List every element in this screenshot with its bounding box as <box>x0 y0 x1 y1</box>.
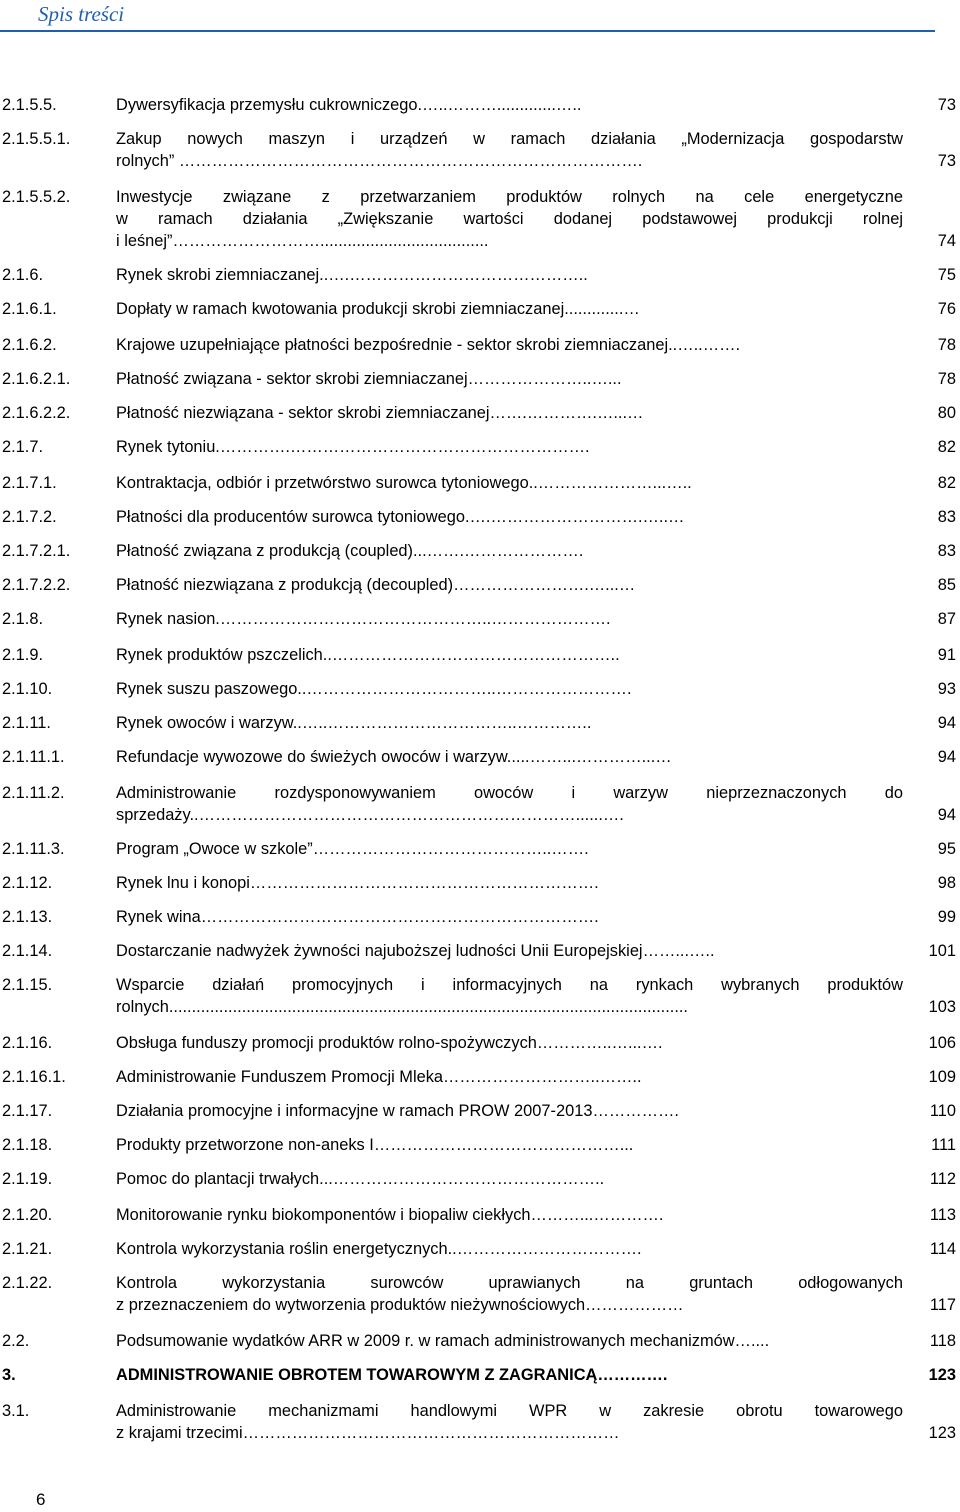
toc-entry[interactable] <box>0 436 960 458</box>
toc-entry-page: 112 <box>929 1170 956 1188</box>
toc-entry-title: Rynek produktów pszczelich..…………………………………………….. <box>116 646 620 664</box>
toc-entry-number: 3.1. <box>2 1402 30 1420</box>
toc-entry-page: 83 <box>937 542 956 560</box>
header-title: Spis treści <box>38 2 125 26</box>
toc-entry[interactable] <box>0 1204 960 1226</box>
toc-entry-title: i leśnej”………………………..................................... <box>116 232 489 250</box>
toc-entry-title: z przeznaczeniem do wytworzenia produktów nieżywnościowych……………… <box>116 1296 684 1314</box>
toc-entry-title-line: Wsparcie działań promocyjnych i informacyjnych na rynkach wybranych produktów <box>116 976 903 994</box>
toc-entry-title-line: Kontrola wykorzystania surowców uprawianych na gruntach odłogowanych <box>116 1274 903 1292</box>
toc-entry[interactable] <box>0 540 960 562</box>
toc-entry-number: 2.1.7.2.1. <box>2 542 71 560</box>
toc-entry[interactable] <box>0 1100 960 1122</box>
toc-entry-page: 110 <box>929 1102 956 1120</box>
toc-entry-text <box>116 838 903 860</box>
toc-entry-number: 2.1.21. <box>2 1240 53 1258</box>
toc-entry-number: 2.1.17. <box>2 1102 53 1120</box>
toc-entry-number: 2.1.7.2. <box>2 508 57 526</box>
toc-entry[interactable] <box>0 1066 960 1088</box>
toc-entry[interactable] <box>0 368 960 390</box>
toc-entry-text <box>116 1032 903 1054</box>
toc-entry-text <box>116 94 903 116</box>
toc-entry-page: 87 <box>937 610 956 628</box>
toc-entry-page: 78 <box>937 370 956 388</box>
toc-entry-title: Dopłaty w ramach kwotowania produkcji skrobi ziemniaczanej.............… <box>116 300 640 318</box>
toc-entry-number: 2.1.13. <box>2 908 53 926</box>
toc-entry-text <box>116 872 903 894</box>
toc-entry[interactable] <box>0 1134 960 1156</box>
toc-entry-title: ADMINISTROWANIE OBROTEM TOWAROWYM Z ZAGRANICĄ…………. <box>116 1366 668 1384</box>
toc-entry-text <box>116 128 903 172</box>
toc-entry[interactable] <box>0 94 960 116</box>
toc-entry[interactable] <box>0 402 960 424</box>
toc-entry[interactable] <box>0 334 960 356</box>
toc-entry[interactable] <box>0 264 960 286</box>
toc-entry-title: Kontraktacja, odbiór i przetwórstwo surowca tytoniowego..…………………...….. <box>116 474 692 492</box>
toc-entry-text <box>116 1204 903 1226</box>
toc-entry-text <box>116 974 903 1018</box>
toc-entry-text <box>116 506 903 528</box>
toc-entry-page: 80 <box>937 404 956 422</box>
toc-entry-title: Pomoc do plantacji trwałych...………………………………………….. <box>116 1170 605 1188</box>
toc-entry-title: Obsługa funduszy promocji produktów rolno-spożywczych…………..…...…. <box>116 1034 663 1052</box>
toc-entry-number: 2.1.22. <box>2 1274 53 1292</box>
toc-entry-text <box>116 186 903 252</box>
toc-entry-number: 2.1.15. <box>2 976 53 994</box>
toc-entry-page: 114 <box>929 1240 956 1258</box>
page-number: 6 <box>36 1490 46 1509</box>
toc-entry-text <box>116 402 903 424</box>
toc-entry-title: Dostarczanie nadwyżek żywności najuboższej ludności Unii Europejskiej……...….. <box>116 942 715 960</box>
toc-entry-page: 85 <box>937 576 956 594</box>
toc-entry-title: Monitorowanie rynku biokomponentów i biopaliw ciekłych………...…………. <box>116 1206 664 1224</box>
toc-entry-number: 2.1.6.1. <box>2 300 57 318</box>
toc-entry-number: 2.1.6. <box>2 266 44 284</box>
toc-entry-number: 2.1.10. <box>2 680 53 698</box>
toc-entry-title-line: Administrowanie rozdysponowywaniem owoców i warzyw nieprzeznaczonych do <box>116 784 903 802</box>
toc-entry-page: 103 <box>928 998 956 1016</box>
toc-entry-text <box>116 782 903 826</box>
toc-entry-number: 2.1.7. <box>2 438 44 456</box>
toc-entry-page: 111 <box>931 1136 956 1154</box>
toc-entry-number: 2.1.5.5.1. <box>2 130 71 148</box>
toc-entry-text <box>116 678 903 700</box>
toc-entry[interactable] <box>0 940 960 962</box>
toc-entry-title-line: w ramach działania „Zwiększanie wartości dodanej podstawowej produkcji rolnej <box>116 210 903 228</box>
toc-entry-page: 73 <box>937 152 956 170</box>
toc-entry-title: Refundacje wywozowe do świeżych owoców i warzyw.....……...…………...… <box>116 748 672 766</box>
toc-entry-title: Podsumowanie wydatków ARR w 2009 r. w ramach administrowanych mechanizmów….... <box>116 1332 770 1350</box>
toc-entry[interactable] <box>0 608 960 630</box>
toc-entry[interactable] <box>0 1238 960 1260</box>
toc-entry-title-line: Zakup nowych maszyn i urządzeń w ramach działania „Modernizacja gospodarstw <box>116 130 903 148</box>
toc-entry-title: Rynek suszu paszowego..……………………………..……………………. <box>116 680 632 698</box>
toc-entry-title: z krajami trzecimi…………………………………………………………… <box>116 1424 620 1442</box>
toc-entry-title: Produkty przetworzone non-aneks I………………………………………... <box>116 1136 634 1154</box>
toc-entry-number: 2.1.8. <box>2 610 44 628</box>
toc-entry-text <box>116 334 903 356</box>
toc-entry-title-line: Administrowanie mechanizmami handlowymi WPR w zakresie obrotu towarowego <box>116 1402 903 1420</box>
toc-entry-page: 94 <box>937 714 956 732</box>
toc-entry-number: 2.1.6.2.2. <box>2 404 71 422</box>
toc-entry-number: 2.1.11. <box>2 714 51 732</box>
toc-entry-text <box>116 1168 903 1190</box>
toc-entry-title: rolnych” …………………………………………………………………………. <box>116 152 643 170</box>
toc-entry-text <box>116 436 903 458</box>
header-rule <box>0 30 935 32</box>
toc-entry-title: Rynek wina………………………………………………………………. <box>116 908 599 926</box>
toc-entry-page: 123 <box>928 1424 956 1442</box>
toc-entry-number: 2.1.7.1. <box>2 474 57 492</box>
toc-entry[interactable] <box>0 574 960 596</box>
toc-entry-page: 74 <box>937 232 956 250</box>
toc-entry-page: 123 <box>928 1366 956 1384</box>
toc-entry-text <box>116 608 903 630</box>
toc-entry-text <box>116 298 903 320</box>
toc-entry-text <box>116 1100 903 1122</box>
toc-entry[interactable] <box>0 1272 960 1316</box>
toc-entry-page: 118 <box>929 1332 956 1350</box>
toc-entry-page: 91 <box>937 646 956 664</box>
toc-entry-number: 2.1.18. <box>2 1136 53 1154</box>
toc-entry-title: Płatność związana - sektor skrobi ziemniaczanej…………………..…... <box>116 370 622 388</box>
toc-entry-number: 2.1.16.1. <box>2 1068 66 1086</box>
toc-entry-page: 113 <box>929 1206 956 1224</box>
toc-entry-page: 94 <box>937 806 956 824</box>
toc-entry-number: 2.1.7.2.2. <box>2 576 71 594</box>
toc-entry-page: 76 <box>937 300 956 318</box>
toc-entry-page: 94 <box>937 748 956 766</box>
toc-entry-title: Administrowanie Funduszem Promocji Mleka………………………..…….. <box>116 1068 642 1086</box>
toc-entry-title: Dywersyfikacja przemysłu cukrowniczego.…..……….............….. <box>116 96 582 114</box>
toc-entry-number: 2.1.6.2.1. <box>2 370 71 388</box>
toc-entry[interactable] <box>0 782 960 826</box>
toc-entry-text <box>116 1272 903 1316</box>
toc-entry-title: Rynek nasion.…………………………………………..…………………. <box>116 610 611 628</box>
toc-entry-title: Rynek lnu i konopi………………………………………………………. <box>116 874 599 892</box>
toc-entry-text <box>116 472 903 494</box>
toc-entry-number: 2.1.11.3. <box>2 840 65 858</box>
toc-entry-title: Płatność związana z produkcją (coupled)...…….…………………. <box>116 542 584 560</box>
toc-entry-number: 2.1.11.2. <box>2 784 65 802</box>
toc-entry-number: 3. <box>2 1366 16 1384</box>
toc-entry-text <box>116 712 903 734</box>
toc-entry-title: Program „Owoce w szkole”……………………………………..……. <box>116 840 589 858</box>
toc-entry-text <box>116 644 903 666</box>
toc-entry-number: 2.1.5.5. <box>2 96 57 114</box>
toc-entry-number: 2.1.11.1. <box>2 748 65 766</box>
toc-entry[interactable] <box>0 746 960 768</box>
toc-entry[interactable] <box>0 506 960 528</box>
toc-entry[interactable] <box>0 128 960 172</box>
toc-entry-page: 75 <box>937 266 956 284</box>
toc-entry[interactable] <box>0 838 960 860</box>
toc-entry-title-line: Inwestycje związane z przetwarzaniem produktów rolnych na cele energetyczne <box>116 188 903 206</box>
toc-entry[interactable] <box>0 906 960 928</box>
toc-entry[interactable] <box>0 1032 960 1054</box>
toc-entry-number: 2.1.20. <box>2 1206 53 1224</box>
toc-entry-number: 2.1.12. <box>2 874 53 892</box>
toc-entry[interactable] <box>0 872 960 894</box>
toc-entry-page: 83 <box>937 508 956 526</box>
toc-entry-page: 82 <box>937 474 956 492</box>
toc-entry-text <box>116 746 903 768</box>
toc-entry-title: Krajowe uzupełniające płatności bezpośrednie - sektor skrobi ziemniaczanej..…..……. <box>116 336 741 354</box>
toc-entry-number: 2.1.5.5.2. <box>2 188 71 206</box>
toc-entry-number: 2.1.14. <box>2 942 53 960</box>
toc-entry-title: Płatność niezwiązana - sektor skrobi ziemniaczanej…….………….…...… <box>116 404 644 422</box>
toc-entry[interactable] <box>0 1330 960 1352</box>
toc-entry[interactable] <box>0 712 960 734</box>
toc-entry-title: rolnych.................................................................................................................. <box>116 998 688 1016</box>
toc-entry-number: 2.1.16. <box>2 1034 53 1052</box>
toc-entry-page: 93 <box>937 680 956 698</box>
toc-entry-text <box>116 264 903 286</box>
toc-entry-text <box>116 1330 903 1352</box>
toc-entry-text <box>116 1364 903 1386</box>
toc-entry[interactable] <box>0 1364 960 1386</box>
toc-entry-text <box>116 1134 903 1156</box>
toc-entry-page: 109 <box>928 1068 956 1086</box>
toc-entry[interactable] <box>0 1400 960 1444</box>
toc-entry-title: Działania promocyjne i informacyjne w ramach PROW 2007-2013……………. <box>116 1102 679 1120</box>
toc-entry-text <box>116 1400 903 1444</box>
toc-entry[interactable] <box>0 678 960 700</box>
toc-entry-number: 2.1.6.2. <box>2 336 57 354</box>
toc-entry-page: 95 <box>937 840 956 858</box>
toc-entry-page: 117 <box>929 1296 956 1314</box>
toc-entry-title: Płatność niezwiązana z produkcją (decoupled)…………………….…...… <box>116 576 636 594</box>
toc-entry-title: Rynek owoców i warzyw..…..……………………………..………….. <box>116 714 592 732</box>
toc-entry-page: 73 <box>937 96 956 114</box>
toc-entry-page: 99 <box>937 908 956 926</box>
toc-entry[interactable] <box>0 298 960 320</box>
toc-entry-title: sprzedaży..……………………………………………………………......…. <box>116 806 624 824</box>
toc-entry-text <box>116 368 903 390</box>
toc-entry-text <box>116 940 903 962</box>
toc-entry-title: Rynek skrobi ziemniaczanej..….…………………………………….. <box>116 266 588 284</box>
toc-entry[interactable] <box>0 186 960 252</box>
toc-entry-page: 78 <box>937 336 956 354</box>
toc-entry-number: 2.2. <box>2 1332 30 1350</box>
toc-entry[interactable] <box>0 644 960 666</box>
toc-entry[interactable] <box>0 472 960 494</box>
toc-entry[interactable] <box>0 974 960 1018</box>
toc-entry-number: 2.1.9. <box>2 646 44 664</box>
toc-entry-title: Kontrola wykorzystania roślin energetycznych..……………………………. <box>116 1240 642 1258</box>
toc-entry-title: Płatności dla producentów surowca tytoniowego.….……………………….…..… <box>116 508 685 526</box>
toc-entry-text <box>116 1066 903 1088</box>
toc-entry-page: 98 <box>937 874 956 892</box>
toc-entry-page: 82 <box>937 438 956 456</box>
toc-entry-text <box>116 906 903 928</box>
toc-entry-number: 2.1.19. <box>2 1170 53 1188</box>
toc-entry-text <box>116 1238 903 1260</box>
toc-entry-text <box>116 540 903 562</box>
toc-entry[interactable] <box>0 1168 960 1190</box>
toc-entry-title: Rynek tytoniu.………….………………………………………………. <box>116 438 590 456</box>
toc-entry-text <box>116 574 903 596</box>
toc-entry-page: 106 <box>928 1034 956 1052</box>
toc-entry-page: 101 <box>928 942 956 960</box>
